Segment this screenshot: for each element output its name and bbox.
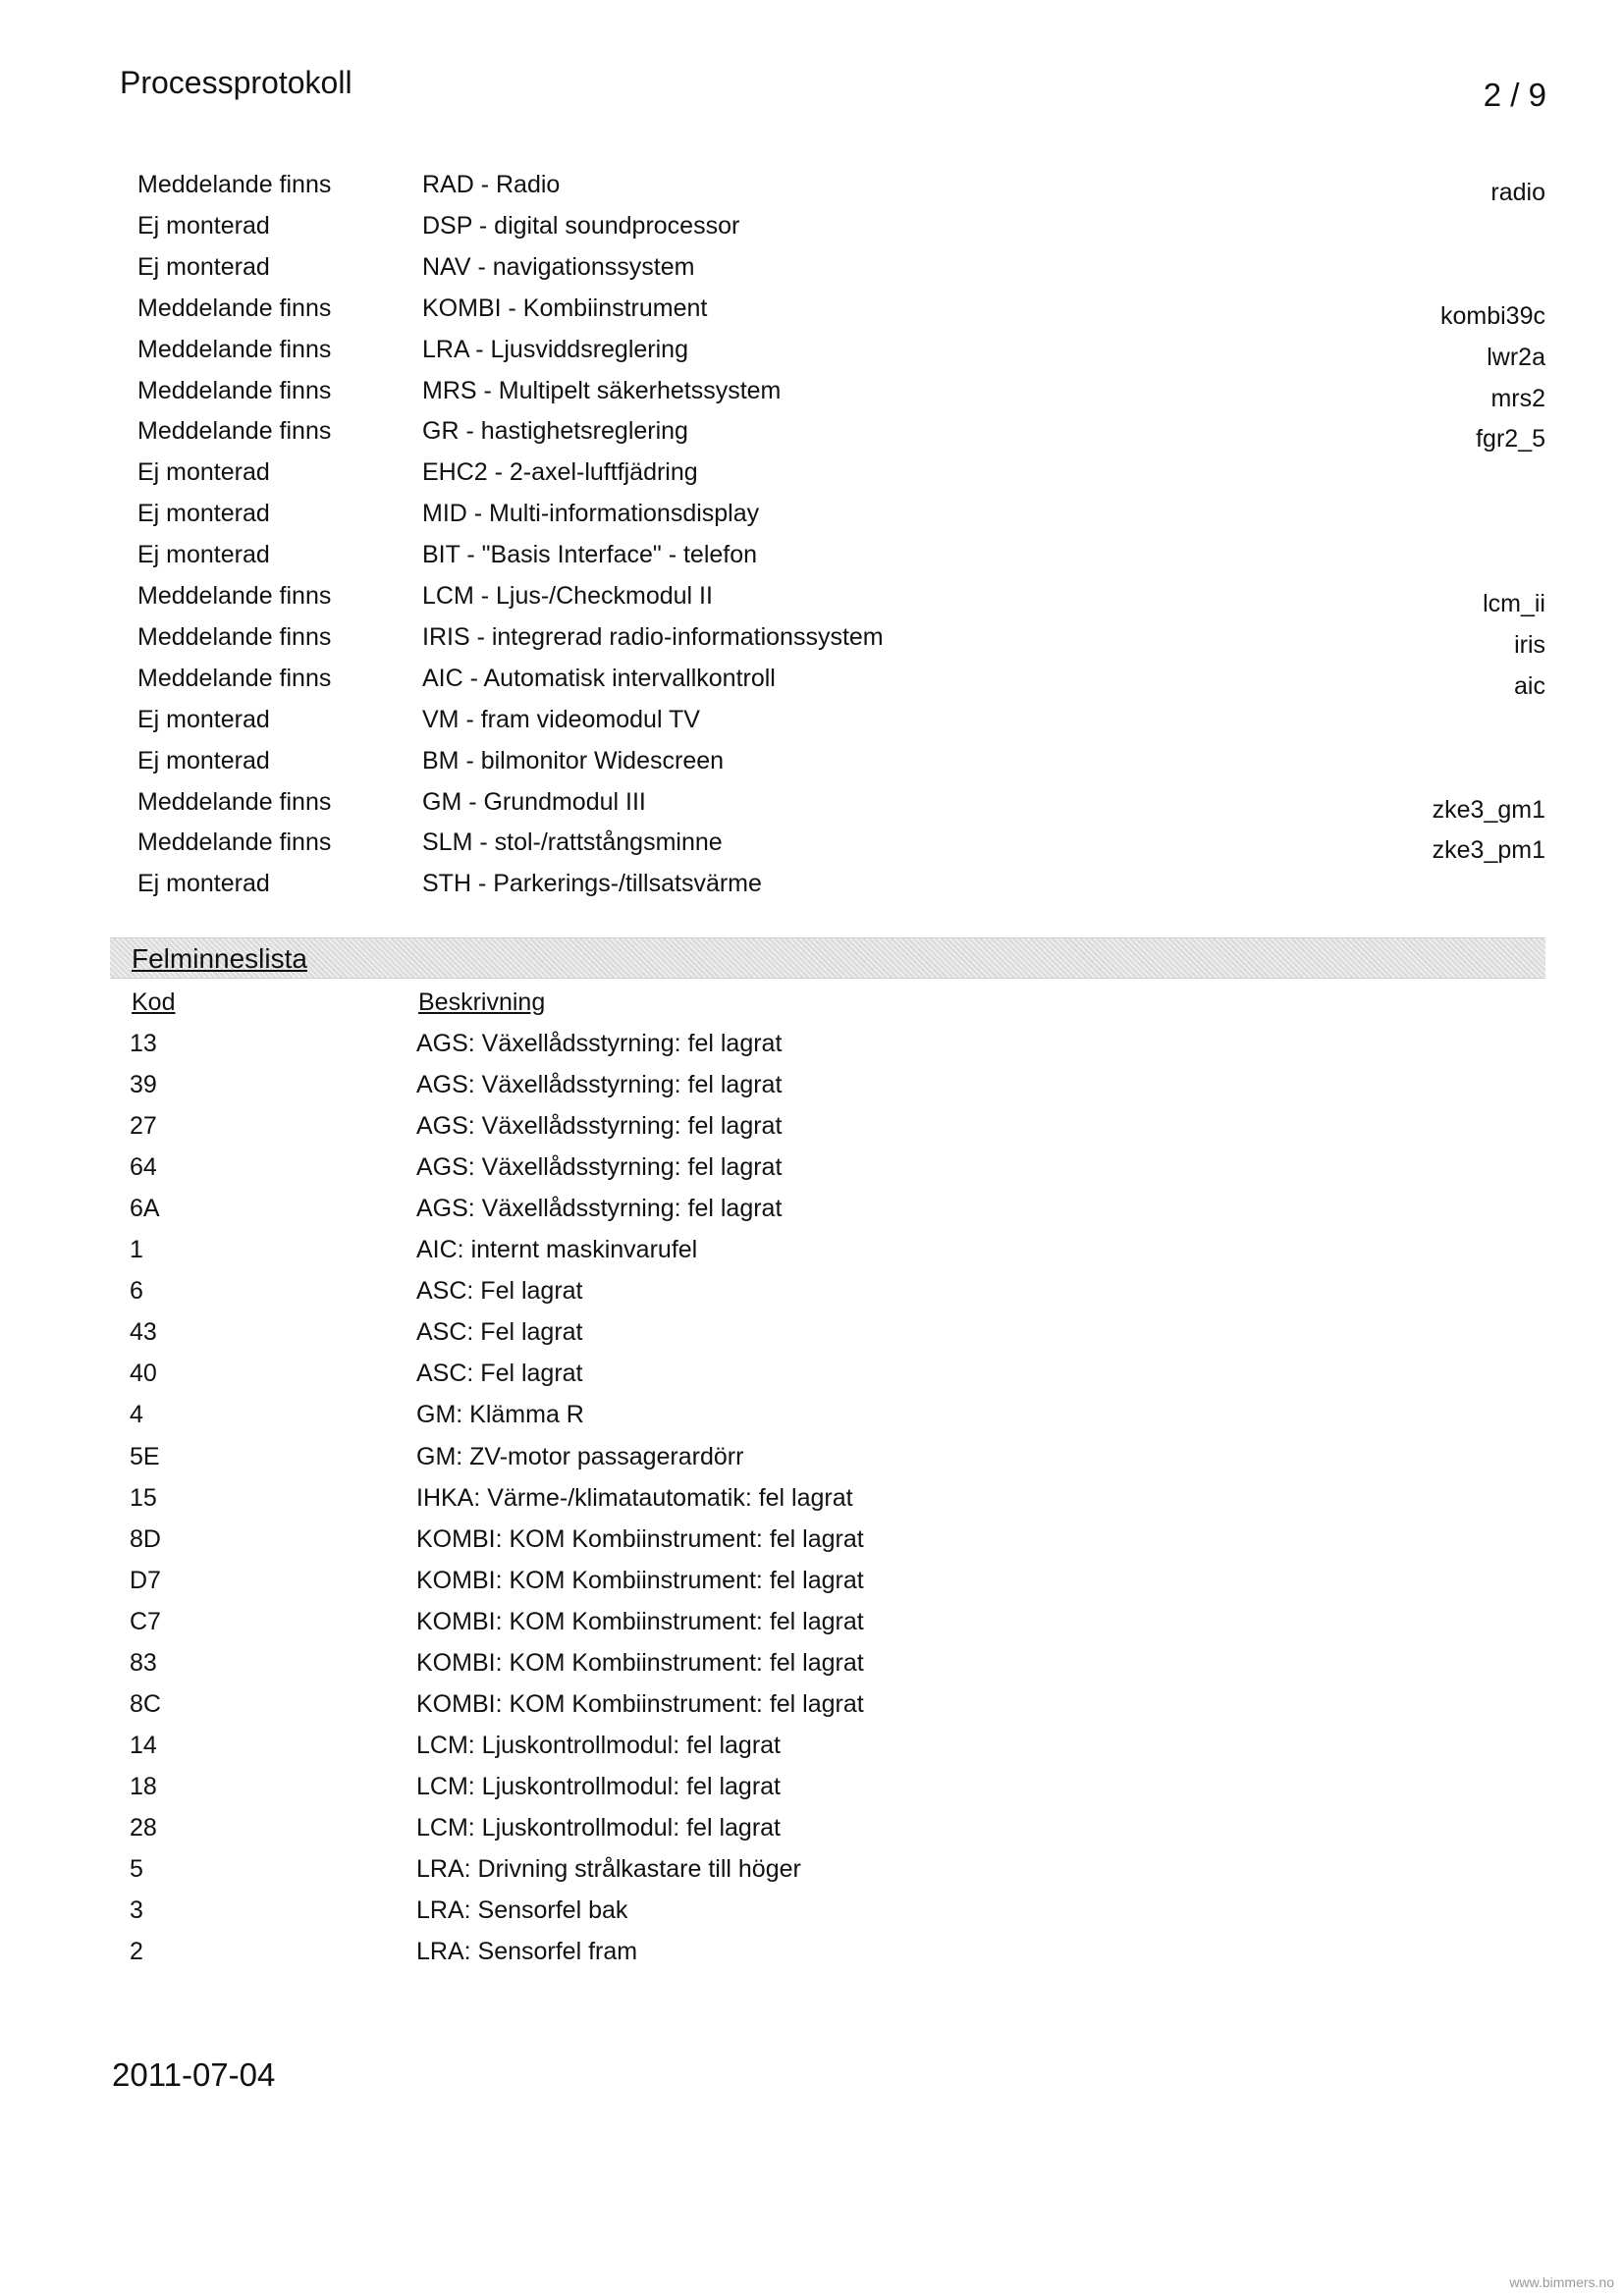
ecu-module: VM - fram videomodul TV <box>422 705 700 733</box>
fault-row <box>0 1649 1624 1690</box>
ecu-status: Ej monterad <box>137 500 270 528</box>
fault-row <box>0 1277 1624 1318</box>
fault-row <box>0 1732 1624 1773</box>
fault-description: KOMBI: KOM Kombiinstrument: fel lagrat <box>416 1607 864 1635</box>
page-number: 2 / 9 <box>1483 77 1546 113</box>
ecu-module: LRA - Ljusviddsreglering <box>422 335 688 363</box>
ecu-row <box>0 212 1624 253</box>
fault-description: LRA: Sensorfel fram <box>416 1938 638 1966</box>
fault-code: 13 <box>130 1030 157 1057</box>
ecu-module: KOMBI - Kombiinstrument <box>422 294 708 322</box>
fault-description: ASC: Fel lagrat <box>416 1318 583 1347</box>
ecu-row <box>0 377 1624 418</box>
ecu-status: Ej monterad <box>137 458 270 487</box>
fault-code: 83 <box>130 1648 157 1677</box>
ecu-module: IRIS - integrerad radio-informationssystem <box>422 622 884 651</box>
fault-code: C7 <box>130 1607 161 1635</box>
fault-code: 6A <box>130 1195 160 1223</box>
ecu-row <box>0 665 1624 706</box>
section-title: Felminneslista <box>132 943 307 974</box>
ecu-status: Ej monterad <box>137 211 270 240</box>
ecu-row <box>0 582 1624 623</box>
fault-description: GM: Klämma R <box>416 1401 584 1429</box>
fault-code: 39 <box>130 1071 157 1099</box>
ecu-row <box>0 623 1624 665</box>
ecu-status: Meddelande finns <box>137 622 332 651</box>
ecu-row <box>0 828 1624 870</box>
ecu-status: Meddelande finns <box>137 171 332 198</box>
ecu-variant: kombi39c <box>1440 301 1545 330</box>
fault-description: AGS: Växellådsstyrning: fel lagrat <box>416 1195 783 1223</box>
watermark: www.bimmers.no <box>1509 2274 1614 2290</box>
document-date: 2011-07-04 <box>112 2056 276 2093</box>
fault-description: IHKA: Värme-/klimatautomatik: fel lagrat <box>416 1483 853 1512</box>
fault-row <box>0 1814 1624 1855</box>
fault-row <box>0 1195 1624 1236</box>
ecu-status: Ej monterad <box>137 252 270 281</box>
fault-row <box>0 1855 1624 1896</box>
fault-code: 14 <box>130 1731 157 1759</box>
ecu-row <box>0 171 1624 212</box>
ecu-module: BM - bilmonitor Widescreen <box>422 746 725 774</box>
fault-description: LRA: Sensorfel bak <box>416 1896 628 1925</box>
ecu-module: DSP - digital soundprocessor <box>422 211 740 240</box>
column-header-description: Beskrivning <box>418 988 546 1016</box>
ecu-module: NAV - navigationssystem <box>422 252 695 281</box>
ecu-variant: iris <box>1514 630 1545 659</box>
fault-description: LCM: Ljuskontrollmodul: fel lagrat <box>416 1813 781 1842</box>
ecu-module: LCM - Ljus-/Checkmodul II <box>422 582 713 610</box>
ecu-module: EHC2 - 2-axel-luftfjädring <box>422 458 698 487</box>
ecu-row <box>0 870 1624 911</box>
fault-row <box>0 1030 1624 1071</box>
ecu-row <box>0 336 1624 377</box>
ecu-row <box>0 253 1624 294</box>
fault-code: 5E <box>130 1442 160 1470</box>
ecu-module: GR - hastighetsreglering <box>422 417 688 446</box>
page-title: Processprotokoll <box>120 65 352 100</box>
ecu-row <box>0 788 1624 829</box>
fault-code: 15 <box>130 1483 157 1512</box>
ecu-status: Meddelande finns <box>137 376 332 404</box>
fault-row <box>0 1690 1624 1732</box>
ecu-module: GM - Grundmodul III <box>422 787 646 816</box>
fault-row <box>0 1112 1624 1153</box>
ecu-variant: lwr2a <box>1487 343 1545 371</box>
fault-row <box>0 1071 1624 1112</box>
fault-row <box>0 1360 1624 1401</box>
fault-row <box>0 1318 1624 1360</box>
ecu-status: Meddelande finns <box>137 417 332 446</box>
ecu-row <box>0 294 1624 336</box>
fault-code: 5 <box>130 1855 143 1883</box>
fault-row <box>0 1773 1624 1814</box>
ecu-variant: radio <box>1490 179 1545 206</box>
fault-code: 3 <box>130 1896 143 1925</box>
fault-code: D7 <box>130 1566 161 1594</box>
ecu-status: Ej monterad <box>137 541 270 569</box>
ecu-variant: fgr2_5 <box>1476 425 1545 454</box>
fault-row <box>0 1236 1624 1277</box>
fault-code: 4 <box>130 1401 143 1429</box>
ecu-status: Meddelande finns <box>137 582 332 610</box>
fault-code: 28 <box>130 1813 157 1842</box>
ecu-module: MRS - Multipelt säkerhetssystem <box>422 376 782 404</box>
fault-row <box>0 1443 1624 1484</box>
fault-description: AGS: Växellådsstyrning: fel lagrat <box>416 1112 783 1141</box>
ecu-status: Meddelande finns <box>137 664 332 692</box>
fault-row <box>0 1401 1624 1442</box>
fault-row <box>0 1153 1624 1195</box>
ecu-row <box>0 706 1624 747</box>
column-header-code: Kod <box>132 988 176 1016</box>
ecu-module: BIT - "Basis Interface" - telefon <box>422 541 758 569</box>
ecu-variant: zke3_pm1 <box>1432 836 1545 865</box>
ecu-module: SLM - stol-/rattstångsminne <box>422 828 723 857</box>
ecu-row <box>0 747 1624 788</box>
fault-code: 8D <box>130 1524 161 1553</box>
fault-description: AIC: internt maskinvarufel <box>416 1236 698 1264</box>
fault-code: 8C <box>130 1689 161 1718</box>
ecu-module: RAD - Radio <box>422 171 561 198</box>
fault-description: ASC: Fel lagrat <box>416 1277 583 1306</box>
ecu-row <box>0 500 1624 541</box>
fault-code: 43 <box>130 1318 157 1347</box>
fault-code: 6 <box>130 1277 143 1306</box>
ecu-row <box>0 458 1624 500</box>
fault-code: 1 <box>130 1236 143 1264</box>
fault-description: LRA: Drivning strålkastare till höger <box>416 1855 801 1883</box>
fault-code: 27 <box>130 1112 157 1141</box>
fault-description: KOMBI: KOM Kombiinstrument: fel lagrat <box>416 1524 864 1553</box>
fault-description: AGS: Växellådsstyrning: fel lagrat <box>416 1071 783 1099</box>
ecu-status: Ej monterad <box>137 870 270 898</box>
fault-code: 2 <box>130 1938 143 1966</box>
fault-row <box>0 1896 1624 1938</box>
fault-code: 40 <box>130 1360 157 1388</box>
fault-code: 18 <box>130 1772 157 1800</box>
ecu-row <box>0 417 1624 458</box>
ecu-variant: aic <box>1514 671 1545 700</box>
fault-description: KOMBI: KOM Kombiinstrument: fel lagrat <box>416 1689 864 1718</box>
ecu-module: STH - Parkerings-/tillsatsvärme <box>422 870 762 898</box>
fault-description: AGS: Växellådsstyrning: fel lagrat <box>416 1030 783 1057</box>
ecu-row <box>0 541 1624 582</box>
ecu-variant: zke3_gm1 <box>1432 795 1545 824</box>
fault-description: KOMBI: KOM Kombiinstrument: fel lagrat <box>416 1566 864 1594</box>
ecu-status: Ej monterad <box>137 705 270 733</box>
fault-row <box>0 1608 1624 1649</box>
fault-description: LCM: Ljuskontrollmodul: fel lagrat <box>416 1731 781 1759</box>
fault-code: 64 <box>130 1153 157 1182</box>
fault-description: ASC: Fel lagrat <box>416 1360 583 1388</box>
ecu-status: Meddelande finns <box>137 335 332 363</box>
ecu-status: Ej monterad <box>137 746 270 774</box>
ecu-status: Meddelande finns <box>137 294 332 322</box>
fault-description: GM: ZV-motor passagerardörr <box>416 1442 744 1470</box>
ecu-variant: lcm_ii <box>1483 590 1545 617</box>
ecu-module: AIC - Automatisk intervallkontroll <box>422 664 776 692</box>
section-header <box>110 937 1545 979</box>
fault-description: KOMBI: KOM Kombiinstrument: fel lagrat <box>416 1648 864 1677</box>
fault-description: AGS: Växellådsstyrning: fel lagrat <box>416 1153 783 1182</box>
ecu-variant: mrs2 <box>1490 384 1545 412</box>
fault-row <box>0 1525 1624 1567</box>
fault-row <box>0 1938 1624 1979</box>
fault-description: LCM: Ljuskontrollmodul: fel lagrat <box>416 1772 781 1800</box>
ecu-status: Meddelande finns <box>137 828 332 857</box>
ecu-status: Meddelande finns <box>137 787 332 816</box>
fault-row <box>0 1567 1624 1608</box>
ecu-module: MID - Multi-informationsdisplay <box>422 500 760 528</box>
fault-row <box>0 1484 1624 1525</box>
